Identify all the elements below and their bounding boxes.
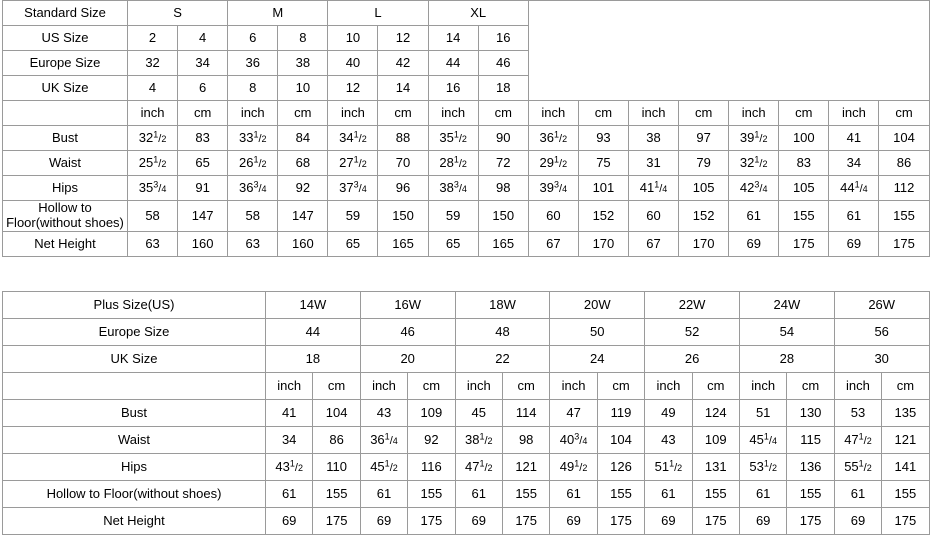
- size-value: 40: [328, 51, 378, 76]
- size-value: 44: [266, 319, 361, 346]
- unit-cell: cm: [502, 373, 549, 400]
- unit-cell: inch: [628, 101, 678, 126]
- measurement-value: 47: [550, 400, 597, 427]
- size-value: 16: [428, 76, 478, 101]
- measurement-value: $55^1/2$: [834, 454, 881, 481]
- size-value: 50: [550, 319, 645, 346]
- measurement-value: 34: [829, 151, 879, 176]
- measurement-value: 61: [834, 481, 881, 508]
- measurement-value: 152: [679, 201, 729, 232]
- measurement-value: $41^1/4$: [628, 176, 678, 201]
- table-row: [3, 126, 930, 151]
- size-value: 10: [278, 76, 328, 101]
- measurement-value: 61: [739, 481, 786, 508]
- measurement-value: 155: [882, 481, 929, 508]
- size-group-22W: 22W: [645, 292, 740, 319]
- table-row: [3, 51, 930, 76]
- measurement-value: 170: [578, 231, 628, 256]
- measurement-value: 58: [128, 201, 178, 232]
- measurement-value: 104: [879, 126, 929, 151]
- measurement-value: 150: [378, 201, 428, 232]
- measurement-value: 69: [266, 508, 313, 535]
- measurement-value: $42^3/4$: [729, 176, 779, 201]
- measurement-value: 175: [787, 508, 834, 535]
- table-row: [3, 292, 930, 319]
- unit-cell: cm: [178, 101, 228, 126]
- measurement-value: $35^3/4$: [128, 176, 178, 201]
- measurement-value: $36^1/4$: [360, 427, 407, 454]
- size-value: 10: [328, 26, 378, 51]
- measurement-value: 165: [478, 231, 528, 256]
- size-value: 6: [228, 26, 278, 51]
- measurement-value: 150: [478, 201, 528, 232]
- size-value: 54: [739, 319, 834, 346]
- table-row: [3, 26, 930, 51]
- measurement-value: 93: [578, 126, 628, 151]
- measurement-value: $38^1/2$: [455, 427, 502, 454]
- measurement-value: $39^1/2$: [729, 126, 779, 151]
- measurement-value: 131: [692, 454, 739, 481]
- unit-cell: cm: [597, 373, 644, 400]
- size-value: 26: [645, 346, 740, 373]
- measurement-value: $45^1/4$: [739, 427, 786, 454]
- unit-row-spacer: [3, 373, 266, 400]
- size-value: 46: [360, 319, 455, 346]
- measurement-value: $51^1/2$: [645, 454, 692, 481]
- measurement-value: 155: [313, 481, 360, 508]
- measurement-value: 69: [729, 231, 779, 256]
- table-row: [3, 454, 930, 481]
- size-group-M: M: [228, 1, 328, 26]
- measurement-value: 115: [787, 427, 834, 454]
- measurement-label: Net Height: [3, 508, 266, 535]
- measurement-value: 86: [313, 427, 360, 454]
- measurement-value: 92: [278, 176, 328, 201]
- measurement-value: 69: [834, 508, 881, 535]
- table-row: [3, 231, 930, 256]
- unit-cell: inch: [228, 101, 278, 126]
- measurement-value: 121: [502, 454, 549, 481]
- measurement-value: 72: [478, 151, 528, 176]
- table-row: [3, 346, 930, 373]
- unit-cell: cm: [408, 373, 455, 400]
- size-value: 4: [178, 26, 228, 51]
- row-label: UK Size: [3, 76, 128, 101]
- unit-cell: cm: [378, 101, 428, 126]
- measurement-value: $40^3/4$: [550, 427, 597, 454]
- row-label: UK Size: [3, 346, 266, 373]
- measurement-value: 51: [739, 400, 786, 427]
- measurement-value: 116: [408, 454, 455, 481]
- measurement-value: 175: [313, 508, 360, 535]
- size-group-18W: 18W: [455, 292, 550, 319]
- measurement-value: 155: [692, 481, 739, 508]
- measurement-value: 84: [278, 126, 328, 151]
- size-value: 4: [128, 76, 178, 101]
- measurement-value: 124: [692, 400, 739, 427]
- measurement-value: 100: [779, 126, 829, 151]
- measurement-value: 175: [502, 508, 549, 535]
- measurement-value: 104: [313, 400, 360, 427]
- measurement-value: 69: [360, 508, 407, 535]
- size-value: 32: [128, 51, 178, 76]
- measurement-value: 155: [779, 201, 829, 232]
- measurement-value: 69: [645, 508, 692, 535]
- measurement-value: $28^1/2$: [428, 151, 478, 176]
- measurement-value: $36^3/4$: [228, 176, 278, 201]
- standard-size-header: Standard Size: [3, 1, 128, 26]
- size-value: 52: [645, 319, 740, 346]
- measurement-label: Hollow to Floor(without shoes): [3, 481, 266, 508]
- measurement-label: Waist: [3, 151, 128, 176]
- measurement-value: 69: [455, 508, 502, 535]
- measurement-value: $47^1/2$: [455, 454, 502, 481]
- row-label: Europe Size: [3, 51, 128, 76]
- unit-cell: inch: [428, 101, 478, 126]
- plus-size-body: [3, 292, 930, 535]
- unit-cell: cm: [478, 101, 528, 126]
- measurement-value: 155: [408, 481, 455, 508]
- measurement-value: 92: [408, 427, 455, 454]
- measurement-value: $36^1/2$: [528, 126, 578, 151]
- measurement-value: $27^1/2$: [328, 151, 378, 176]
- plus-size-table: [2, 291, 930, 535]
- measurement-value: 98: [478, 176, 528, 201]
- standard-size-body: [3, 1, 930, 257]
- measurement-value: 61: [266, 481, 313, 508]
- unit-cell: cm: [578, 101, 628, 126]
- unit-cell: inch: [739, 373, 786, 400]
- measurement-value: 98: [502, 427, 549, 454]
- measurement-value: $32^1/2$: [729, 151, 779, 176]
- measurement-value: $49^1/2$: [550, 454, 597, 481]
- measurement-value: $47^1/2$: [834, 427, 881, 454]
- measurement-value: 65: [328, 231, 378, 256]
- row-label: Europe Size: [3, 319, 266, 346]
- table-row: [3, 101, 930, 126]
- measurement-value: $25^1/2$: [128, 151, 178, 176]
- size-value: 44: [428, 51, 478, 76]
- measurement-value: 88: [378, 126, 428, 151]
- measurement-value: 61: [645, 481, 692, 508]
- unit-cell: inch: [550, 373, 597, 400]
- unit-cell: cm: [879, 101, 929, 126]
- measurement-value: $32^1/2$: [128, 126, 178, 151]
- size-value: 18: [478, 76, 528, 101]
- size-value: 42: [378, 51, 428, 76]
- measurement-value: 31: [628, 151, 678, 176]
- measurement-value: 61: [729, 201, 779, 232]
- unit-cell: cm: [313, 373, 360, 400]
- measurement-value: 67: [528, 231, 578, 256]
- table-row: [3, 427, 930, 454]
- measurement-value: 155: [787, 481, 834, 508]
- measurement-label: Hips: [3, 454, 266, 481]
- size-value: 16: [478, 26, 528, 51]
- measurement-value: 135: [882, 400, 929, 427]
- measurement-value: 60: [628, 201, 678, 232]
- measurement-value: 112: [879, 176, 929, 201]
- size-value: 6: [178, 76, 228, 101]
- unit-cell: inch: [360, 373, 407, 400]
- measurement-value: 59: [328, 201, 378, 232]
- measurement-value: $38^3/4$: [428, 176, 478, 201]
- measurement-value: 119: [597, 400, 644, 427]
- table-row: [3, 508, 930, 535]
- size-value: 34: [178, 51, 228, 76]
- measurement-value: 175: [879, 231, 929, 256]
- measurement-value: 45: [455, 400, 502, 427]
- measurement-label: Hollow to Floor(without shoes): [3, 201, 128, 232]
- unit-cell: inch: [834, 373, 881, 400]
- measurement-value: 175: [779, 231, 829, 256]
- size-group-L: L: [328, 1, 428, 26]
- measurement-label: Hips: [3, 176, 128, 201]
- measurement-value: 60: [528, 201, 578, 232]
- measurement-value: 61: [550, 481, 597, 508]
- table-row: [3, 1, 930, 26]
- measurement-label: Waist: [3, 427, 266, 454]
- measurement-value: 136: [787, 454, 834, 481]
- size-value: 56: [834, 319, 929, 346]
- measurement-value: 34: [266, 427, 313, 454]
- measurement-value: 147: [278, 201, 328, 232]
- measurement-value: 165: [378, 231, 428, 256]
- size-value: 46: [478, 51, 528, 76]
- measurement-value: 147: [178, 201, 228, 232]
- measurement-value: 155: [502, 481, 549, 508]
- measurement-value: 101: [578, 176, 628, 201]
- table-row: [3, 201, 930, 232]
- measurement-value: $43^1/2$: [266, 454, 313, 481]
- measurement-value: 104: [597, 427, 644, 454]
- unit-cell: inch: [645, 373, 692, 400]
- measurement-value: $37^3/4$: [328, 176, 378, 201]
- measurement-value: 67: [628, 231, 678, 256]
- measurement-value: 49: [645, 400, 692, 427]
- unit-row-spacer: [3, 101, 128, 126]
- plus-size-header: Plus Size(US): [3, 292, 266, 319]
- measurement-value: 69: [829, 231, 879, 256]
- unit-cell: inch: [528, 101, 578, 126]
- table-row: [3, 400, 930, 427]
- size-group-24W: 24W: [739, 292, 834, 319]
- measurement-value: 121: [882, 427, 929, 454]
- measurement-value: 105: [779, 176, 829, 201]
- measurement-value: 175: [882, 508, 929, 535]
- table-row: [3, 373, 930, 400]
- measurement-value: 63: [128, 231, 178, 256]
- size-value: 8: [278, 26, 328, 51]
- measurement-value: 175: [692, 508, 739, 535]
- unit-cell: inch: [829, 101, 879, 126]
- measurement-value: 155: [597, 481, 644, 508]
- size-value: 14: [428, 26, 478, 51]
- table-row: [3, 319, 930, 346]
- unit-cell: inch: [328, 101, 378, 126]
- measurement-label: Bust: [3, 126, 128, 151]
- measurement-value: 69: [739, 508, 786, 535]
- measurement-value: 75: [578, 151, 628, 176]
- measurement-value: 65: [428, 231, 478, 256]
- size-value: 2: [128, 26, 178, 51]
- unit-cell: cm: [278, 101, 328, 126]
- standard-size-table: [2, 0, 930, 257]
- size-value: 24: [550, 346, 645, 373]
- measurement-value: $45^1/2$: [360, 454, 407, 481]
- measurement-value: 79: [679, 151, 729, 176]
- size-value: 28: [739, 346, 834, 373]
- measurement-value: 109: [692, 427, 739, 454]
- measurement-value: 130: [787, 400, 834, 427]
- unit-cell: cm: [787, 373, 834, 400]
- measurement-value: 69: [550, 508, 597, 535]
- size-value: 48: [455, 319, 550, 346]
- measurement-value: 91: [178, 176, 228, 201]
- table-row: [3, 176, 930, 201]
- unit-cell: cm: [692, 373, 739, 400]
- table-row: [3, 481, 930, 508]
- measurement-value: 38: [628, 126, 678, 151]
- measurement-value: 65: [178, 151, 228, 176]
- size-value: 12: [378, 26, 428, 51]
- measurement-value: 109: [408, 400, 455, 427]
- size-group-XL: XL: [428, 1, 528, 26]
- measurement-value: 175: [408, 508, 455, 535]
- size-group-S: S: [128, 1, 228, 26]
- measurement-value: 70: [378, 151, 428, 176]
- measurement-value: $29^1/2$: [528, 151, 578, 176]
- size-group-14W: 14W: [266, 292, 361, 319]
- measurement-value: 63: [228, 231, 278, 256]
- size-value: 18: [266, 346, 361, 373]
- measurement-value: 59: [428, 201, 478, 232]
- measurement-value: $39^3/4$: [528, 176, 578, 201]
- size-group-16W: 16W: [360, 292, 455, 319]
- measurement-value: 61: [360, 481, 407, 508]
- measurement-value: 170: [679, 231, 729, 256]
- measurement-value: 83: [779, 151, 829, 176]
- measurement-value: 43: [360, 400, 407, 427]
- measurement-value: 175: [597, 508, 644, 535]
- size-value: 22: [455, 346, 550, 373]
- size-value: 36: [228, 51, 278, 76]
- measurement-value: 160: [278, 231, 328, 256]
- size-value: 8: [228, 76, 278, 101]
- unit-cell: cm: [679, 101, 729, 126]
- measurement-value: 86: [879, 151, 929, 176]
- measurement-value: 97: [679, 126, 729, 151]
- size-value: 14: [378, 76, 428, 101]
- size-value: 30: [834, 346, 929, 373]
- measurement-value: $35^1/2$: [428, 126, 478, 151]
- measurement-value: 155: [879, 201, 929, 232]
- measurement-value: 96: [378, 176, 428, 201]
- size-group-20W: 20W: [550, 292, 645, 319]
- unit-cell: cm: [779, 101, 829, 126]
- measurement-value: 53: [834, 400, 881, 427]
- measurement-value: 61: [455, 481, 502, 508]
- measurement-value: 58: [228, 201, 278, 232]
- measurement-value: $34^1/2$: [328, 126, 378, 151]
- unit-cell: cm: [882, 373, 929, 400]
- size-value: 12: [328, 76, 378, 101]
- measurement-value: $53^1/2$: [739, 454, 786, 481]
- measurement-value: 114: [502, 400, 549, 427]
- measurement-value: 90: [478, 126, 528, 151]
- unit-cell: inch: [128, 101, 178, 126]
- unit-cell: inch: [729, 101, 779, 126]
- measurement-value: 141: [882, 454, 929, 481]
- size-group-26W: 26W: [834, 292, 929, 319]
- measurement-value: 68: [278, 151, 328, 176]
- measurement-value: $33^1/2$: [228, 126, 278, 151]
- table-row: [3, 76, 930, 101]
- measurement-value: 41: [266, 400, 313, 427]
- unit-cell: inch: [455, 373, 502, 400]
- measurement-value: $44^1/4$: [829, 176, 879, 201]
- measurement-value: 105: [679, 176, 729, 201]
- measurement-value: 160: [178, 231, 228, 256]
- measurement-value: 43: [645, 427, 692, 454]
- measurement-value: $26^1/2$: [228, 151, 278, 176]
- measurement-value: 110: [313, 454, 360, 481]
- measurement-value: 61: [829, 201, 879, 232]
- row-label: US Size: [3, 26, 128, 51]
- measurement-label: Bust: [3, 400, 266, 427]
- measurement-value: 83: [178, 126, 228, 151]
- size-value: 38: [278, 51, 328, 76]
- table-row: [3, 151, 930, 176]
- size-value: 20: [360, 346, 455, 373]
- measurement-value: 152: [578, 201, 628, 232]
- unit-cell: inch: [266, 373, 313, 400]
- measurement-value: 41: [829, 126, 879, 151]
- measurement-value: 126: [597, 454, 644, 481]
- measurement-label: Net Height: [3, 231, 128, 256]
